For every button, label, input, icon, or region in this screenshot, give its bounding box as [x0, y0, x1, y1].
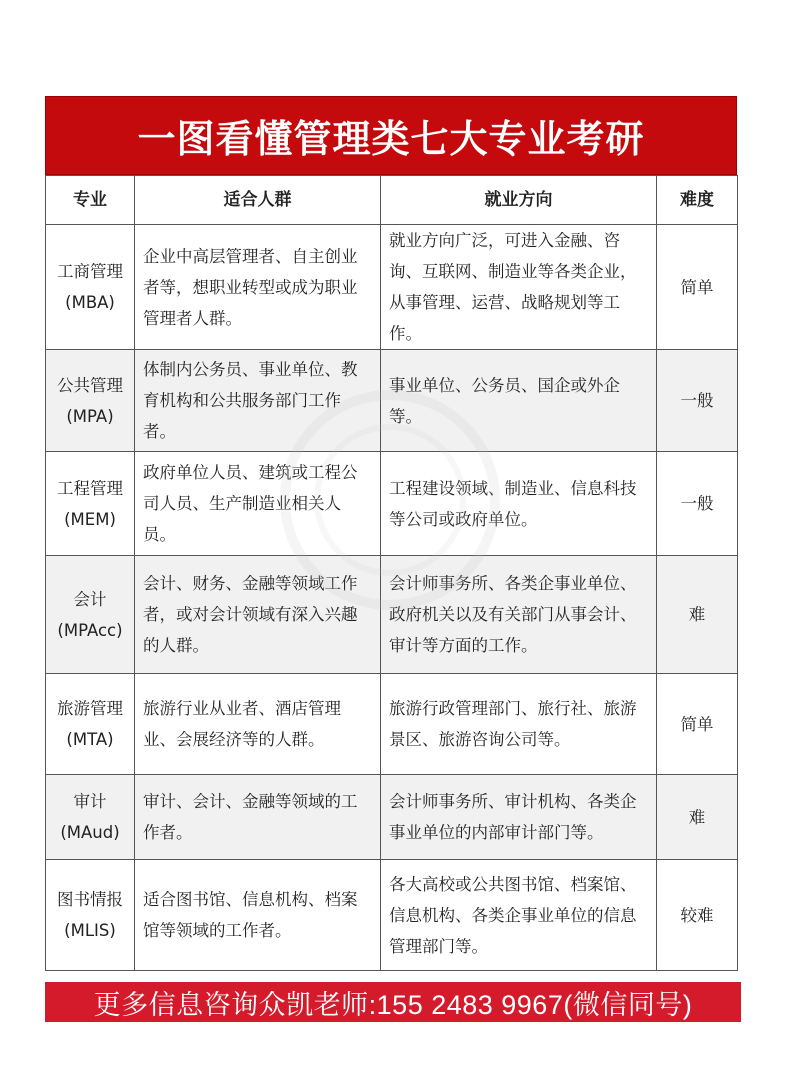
- major-name: 工程管理: [57, 478, 123, 498]
- table-header-row: [46, 176, 738, 225]
- infographic-sheet: [45, 96, 737, 971]
- table-row: [46, 775, 738, 860]
- table-row: [46, 674, 738, 775]
- major-code: (MPAcc): [57, 620, 123, 640]
- major-cell: [46, 225, 135, 350]
- difficulty-cell: 简单: [657, 225, 738, 350]
- major-cell: [46, 775, 135, 860]
- major-name: 图书情报: [57, 890, 123, 909]
- career-cell: 各大高校或公共图书馆、档案馆、信息机构、各类企事业单位的信息管理部门等。: [381, 860, 657, 971]
- major-name: 旅游管理: [57, 699, 123, 718]
- audience-cell: 体制内公务员、事业单位、教育机构和公共服务部门工作者。: [135, 350, 381, 452]
- page-title: 一图看懂管理类七大专业考研: [137, 117, 645, 161]
- difficulty-cell: 简单: [657, 674, 738, 775]
- header-audience: 适合人群: [135, 176, 381, 225]
- career-cell: 事业单位、公务员、国企或外企等。: [381, 350, 657, 452]
- major-code: (MAud): [60, 823, 120, 842]
- major-cell: [46, 350, 135, 452]
- career-cell: 旅游行政管理部门、旅行社、旅游景区、旅游咨询公司等。: [381, 674, 657, 775]
- difficulty-cell: 难: [657, 556, 738, 674]
- major-cell: [46, 556, 135, 674]
- table-row: [46, 452, 738, 556]
- career-cell: 工程建设领域、制造业、信息科技等公司或政府单位。: [381, 452, 657, 556]
- career-cell: 会计师事务所、审计机构、各类企事业单位的内部审计部门等。: [381, 775, 657, 860]
- major-code: (MPA): [66, 406, 114, 426]
- difficulty-cell: 一般: [657, 452, 738, 556]
- audience-cell: 政府单位人员、建筑或工程公司人员、生产制造业相关人员。: [135, 452, 381, 556]
- audience-cell: 审计、会计、金融等领域的工作者。: [135, 775, 381, 860]
- major-name: 工商管理: [57, 262, 123, 281]
- major-cell: [46, 860, 135, 971]
- major-code: (MBA): [65, 293, 115, 312]
- difficulty-cell: 较难: [657, 860, 738, 971]
- header-difficulty: 难度: [657, 176, 738, 225]
- major-code: (MTA): [66, 730, 114, 749]
- major-code: (MLIS): [64, 921, 116, 940]
- contact-text: 更多信息咨询众凯老师:155 2483 9967(微信同号): [93, 989, 693, 1020]
- audience-cell: 适合图书馆、信息机构、档案馆等领域的工作者。: [135, 860, 381, 971]
- audience-cell: 会计、财务、金融等领域工作者，或对会计领域有深入兴趣的人群。: [135, 556, 381, 674]
- majors-table: [45, 175, 738, 971]
- title-banner: [45, 96, 737, 175]
- major-name: 公共管理: [57, 375, 123, 395]
- audience-cell: 企业中高层管理者、自主创业者等，想职业转型或成为职业管理者人群。: [135, 225, 381, 350]
- career-cell: 会计师事务所、各类企事业单位、政府机关以及有关部门从事会计、审计等方面的工作。: [381, 556, 657, 674]
- major-code: (MEM): [64, 509, 116, 529]
- difficulty-cell: 一般: [657, 350, 738, 452]
- major-cell: [46, 452, 135, 556]
- major-name: 审计: [73, 792, 107, 811]
- contact-footer-banner: [45, 982, 741, 1022]
- header-major: 专业: [46, 176, 135, 225]
- major-name: 会计: [73, 589, 107, 609]
- major-cell: [46, 674, 135, 775]
- difficulty-cell: 难: [657, 775, 738, 860]
- table-row: [46, 860, 738, 971]
- table-row: [46, 225, 738, 350]
- table-row: [46, 556, 738, 674]
- career-cell: 就业方向广泛，可进入金融、咨询、互联网、制造业等各类企业，从事管理、运营、战略规划等工作。: [381, 225, 657, 350]
- table-row: [46, 350, 738, 452]
- audience-cell: 旅游行业从业者、酒店管理业、会展经济等的人群。: [135, 674, 381, 775]
- header-career: 就业方向: [381, 176, 657, 225]
